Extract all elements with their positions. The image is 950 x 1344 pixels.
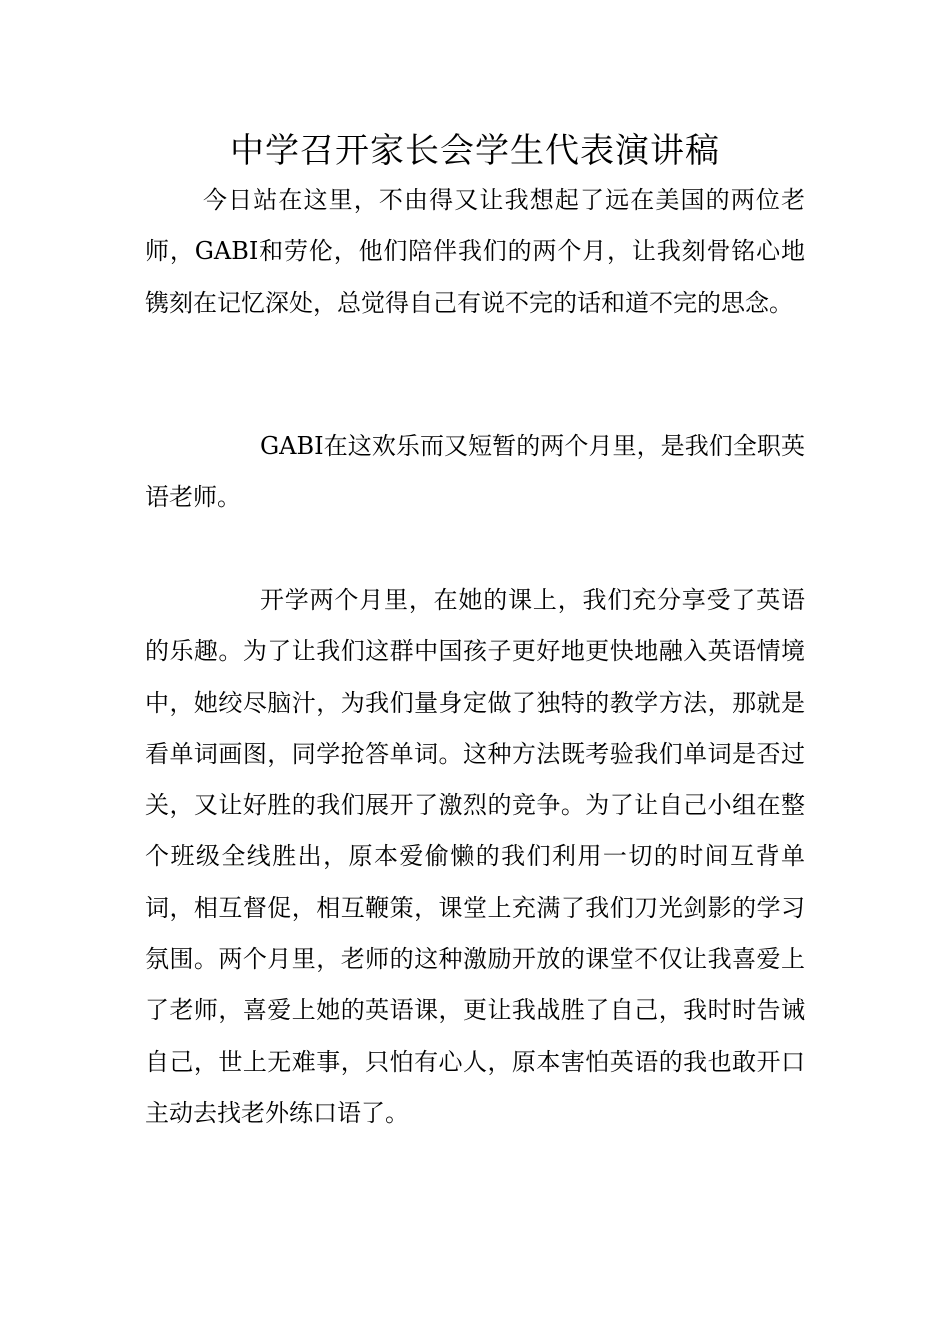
- paragraph-1: 今日站在这里，不由得又让我想起了远在美国的两位老师，GABI和劳伦，他们陪伴我们的两个月，让我刻骨铭心地镌刻在记忆深处，总觉得自己有说不完的话和道不完的思念。: [145, 186, 805, 317]
- paragraph-2: GABI在这欢乐而又短暂的两个月里，是我们全职英语老师。: [145, 432, 805, 512]
- document-title: 中学召开家长会学生代表演讲稿: [230, 131, 720, 171]
- paragraph-3: 开学两个月里，在她的课上，我们充分享受了英语的乐趣。为了让我们这群中国孩子更好地更快地融入英语情境中，她绞尽脑汁，为我们量身定做了独特的教学方法，那就是看单词画图，同学抢答单词。这种方法既考验我们单词是否过关，又让好胜的我们展开了激烈的竞争。为了让自己小组在整个班级全线胜出，原本爱偷懒的我们利用一切的时间互背单词，相互督促，相互鞭策，课堂上充满了我们刀光剑影的学习氛围。两个月里，老师的这种激励开放的课堂不仅让我喜爱上了老师，喜爱上她的英语课，更让我战胜了自己，我时时告诫自己，世上无难事，只怕有心人，原本害怕英语的我也敢开口主动去找老外练口语了。: [145, 586, 805, 1127]
